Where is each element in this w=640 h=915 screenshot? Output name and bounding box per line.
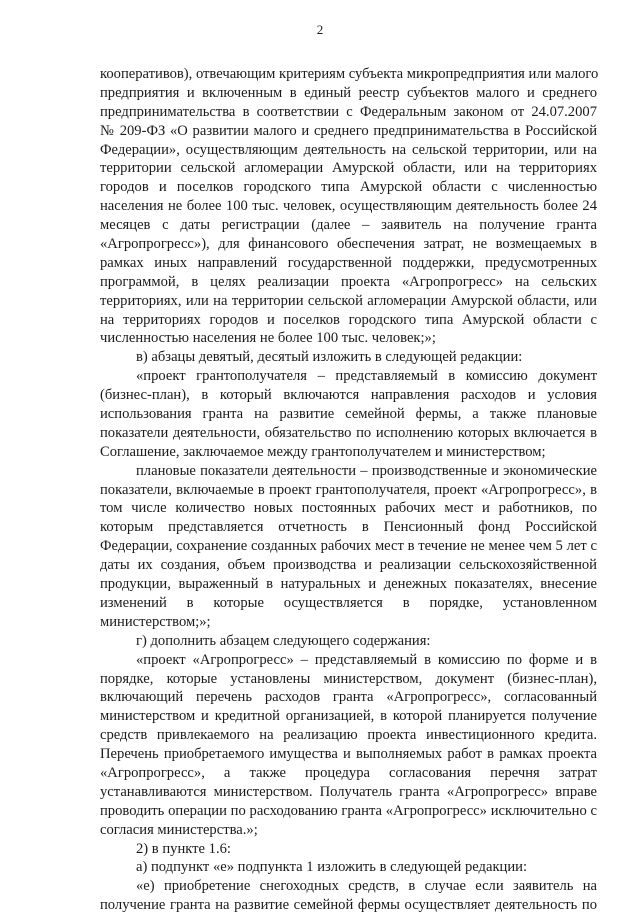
text-line: программой, в целях реализации проекта «Агропрогресс» на сельских bbox=[100, 273, 597, 290]
text-line: городов и поселков городского типа Амурской области с численностью bbox=[100, 179, 597, 196]
text-line: (бизнес-план), в который включаются направления расходов и условия bbox=[100, 387, 597, 404]
text-line: г) дополнить абзацем следующего содержания: bbox=[136, 632, 431, 649]
text-line: том числе количество новых постоянных рабочих мест и работников, по bbox=[100, 500, 597, 517]
text-line: Федерации», осуществляющим деятельность на сельской территории, или на bbox=[100, 141, 597, 158]
text-line: даты их создания, объем производства и реализации сельскохозяйственной bbox=[100, 557, 597, 574]
text-line: продукции, выраженный в натуральных и денежных показателях, внесение bbox=[100, 576, 597, 593]
text-line: порядке, которые установлены министерством, документ (бизнес-план), bbox=[100, 670, 597, 687]
text-line: 2) в пункте 1.6: bbox=[136, 840, 231, 857]
text-line: получение гранта на развитие семейной фермы осуществляет деятельность по bbox=[100, 897, 597, 914]
text-line: Федерации, сохранение созданных рабочих мест в течение не менее чем 5 лет с bbox=[100, 538, 597, 555]
text-line: изменений в которые осуществляется в порядке, установленном bbox=[100, 594, 597, 611]
text-line: на территориях городов и поселков городского типа Амурской области с bbox=[100, 311, 597, 328]
text-line: предпринимательства в соответствии с Федеральным законом от 24.07.2007 bbox=[100, 103, 597, 120]
text-line: численностью населения не более 100 тыс. человек;»; bbox=[100, 330, 436, 347]
text-line: проводить операции по расходованию гранта «Агропрогресс» исключительно с bbox=[100, 802, 597, 819]
text-line: согласия министерства.»; bbox=[100, 821, 258, 838]
text-line: «Агропрогресс»), для финансового обеспечения затрат, не возмещаемых в bbox=[100, 236, 597, 253]
text-line: месяцев с даты регистрации (далее – заявитель на получение гранта bbox=[100, 217, 597, 234]
text-line: в) абзацы девятый, десятый изложить в следующей редакции: bbox=[136, 349, 523, 366]
text-line: предприятия и включенным в единый реестр субъектов малого и среднего bbox=[100, 84, 597, 101]
text-line: Перечень приобретаемого имущества и выполняемых работ в рамках проекта bbox=[100, 746, 597, 763]
text-line: включающий перечень расходов гранта «Агропрогресс», согласованный bbox=[100, 689, 597, 706]
text-line: «е) приобретение снегоходных средств, в случае если заявитель на bbox=[136, 878, 597, 895]
text-line: территории сельской агломерации Амурской области, или на территориях bbox=[100, 160, 597, 177]
text-line: Соглашение, заключаемое между грантополучателем и министерством; bbox=[100, 443, 546, 460]
text-line: показатели деятельности, обязательство по исполнению которых включается в bbox=[100, 424, 597, 441]
text-line: министерством;»; bbox=[100, 613, 211, 630]
text-line: устанавливаются министерством. Получатель гранта «Агропрогресс» вправе bbox=[100, 783, 597, 800]
text-line: которым представляется отчетность в Пенсионный фонд Российской bbox=[100, 519, 597, 536]
text-line: кооперативов), отвечающим критериям субъекта микропредприятия или малого bbox=[100, 66, 599, 82]
text-line: министерством и кредитной организацией, в которой планируется получение bbox=[100, 708, 597, 725]
text-line: «Агропрогресс», а также процедура согласования перечня затрат bbox=[100, 764, 597, 781]
text-line: территориях, или на территории сельской агломерации Амурской области, или bbox=[100, 292, 597, 309]
document-body bbox=[100, 65, 597, 915]
text-line: показатели, включаемые в проект грантополучателя, проект «Агропрогресс», в bbox=[100, 481, 597, 498]
text-line: плановые показатели деятельности – производственные и экономические bbox=[136, 462, 597, 479]
text-line: «проект грантополучателя – представляемый в комиссию документ bbox=[136, 368, 597, 385]
page-number: 2 bbox=[316, 22, 324, 37]
text-line: использования гранта на развитие семейной фермы, а также плановые bbox=[100, 406, 597, 423]
text-line: населения не более 100 тыс. человек, осуществляющим деятельность более 24 bbox=[100, 198, 597, 215]
text-line: «проект «Агропрогресс» – представляемый в комиссию по форме и в bbox=[136, 651, 597, 668]
text-line: рамках иных направлений государственной поддержки, предусмотренных bbox=[100, 254, 597, 271]
text-line: а) подпункт «е» подпункта 1 изложить в следующей редакции: bbox=[136, 859, 528, 876]
text-line: средств привлекаемого на реализацию проекта инвестиционного кредита. bbox=[100, 727, 597, 744]
text-line: № 209-ФЗ «О развитии малого и среднего предпринимательства в Российской bbox=[100, 122, 597, 139]
